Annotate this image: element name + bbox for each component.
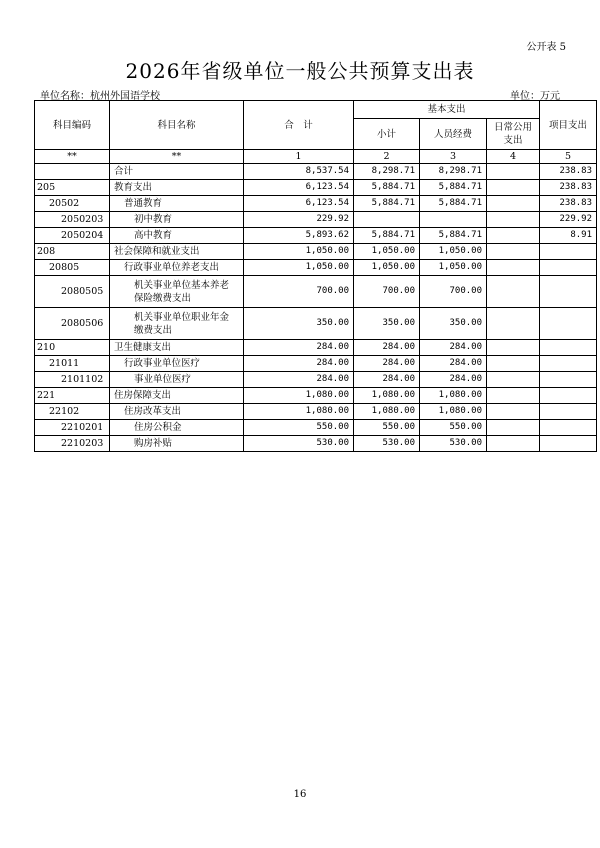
- subtotal-cell: 700.00: [354, 276, 420, 308]
- total-cell: 5,893.62: [244, 228, 354, 244]
- code-cell: 2210203: [35, 436, 110, 452]
- project-cell: 238.83: [540, 180, 597, 196]
- personnel-cell: 1,080.00: [420, 404, 487, 420]
- code-cell: 2080506: [35, 308, 110, 340]
- name-cell: 住房改革支出: [110, 404, 244, 420]
- total-cell: 1,080.00: [244, 404, 354, 420]
- code-cell: 2050203: [35, 212, 110, 228]
- project-cell: [540, 436, 597, 452]
- table-row: [35, 244, 597, 260]
- personnel-cell: 5,884.71: [420, 228, 487, 244]
- name-line1: 机关事业单位职业年金: [134, 311, 230, 323]
- subtotal-cell: 284.00: [354, 356, 420, 372]
- personnel-cell: 8,298.71: [420, 164, 487, 180]
- code-cell: 2210201: [35, 420, 110, 436]
- total-cell: 284.00: [244, 372, 354, 388]
- total-cell: 8,537.54: [244, 164, 354, 180]
- project-cell: [540, 372, 597, 388]
- code-cell: 2050204: [35, 228, 110, 244]
- public-cell: [487, 244, 540, 260]
- table-row: [35, 356, 597, 372]
- name-cell: 教育支出: [110, 180, 244, 196]
- personnel-cell: 1,050.00: [420, 244, 487, 260]
- header-public: [487, 119, 540, 150]
- name-cell: 社会保障和就业支出: [110, 244, 244, 260]
- subtotal-cell: 550.00: [354, 420, 420, 436]
- subtotal-cell: 530.00: [354, 436, 420, 452]
- public-cell: [487, 276, 540, 308]
- name-cell: 初中教育: [110, 212, 244, 228]
- name-cell: 事业单位医疗: [110, 372, 244, 388]
- public-cell: [487, 228, 540, 244]
- name-cell: 卫生健康支出: [110, 340, 244, 356]
- name-cell: 行政事业单位医疗: [110, 356, 244, 372]
- personnel-cell: 350.00: [420, 308, 487, 340]
- code-cell: 210: [35, 340, 110, 356]
- name-cell: [110, 276, 244, 308]
- index-row: [35, 150, 597, 164]
- personnel-cell: 5,884.71: [420, 180, 487, 196]
- header-public-line2: 支出: [503, 135, 523, 146]
- project-cell: [540, 356, 597, 372]
- total-cell: 700.00: [244, 276, 354, 308]
- project-cell: 238.83: [540, 196, 597, 212]
- total-cell: 6,123.54: [244, 196, 354, 212]
- personnel-cell: 284.00: [420, 340, 487, 356]
- public-cell: [487, 356, 540, 372]
- subtotal-cell: 5,884.71: [354, 196, 420, 212]
- header-total: 合 计: [244, 101, 354, 150]
- name-cell: 合计: [110, 164, 244, 180]
- name-line2: 保险缴费支出: [134, 292, 192, 304]
- public-cell: [487, 212, 540, 228]
- total-cell: 350.00: [244, 308, 354, 340]
- project-cell: 8.91: [540, 228, 597, 244]
- table-row: [35, 260, 597, 276]
- personnel-cell: 530.00: [420, 436, 487, 452]
- name-cell: 高中教育: [110, 228, 244, 244]
- name-cell: 普通教育: [110, 196, 244, 212]
- page-number: 16: [293, 789, 307, 800]
- project-cell: [540, 420, 597, 436]
- project-cell: [540, 388, 597, 404]
- personnel-cell: 1,080.00: [420, 388, 487, 404]
- table-row: [35, 340, 597, 356]
- public-cell: [487, 372, 540, 388]
- subtotal-cell: 350.00: [354, 308, 420, 340]
- name-cell: 购房补贴: [110, 436, 244, 452]
- code-cell: 2080505: [35, 276, 110, 308]
- name-line2: 缴费支出: [134, 324, 173, 336]
- project-cell: [540, 276, 597, 308]
- public-cell: [487, 436, 540, 452]
- table-row: [35, 228, 597, 244]
- public-cell: [487, 180, 540, 196]
- index-cell: **: [110, 150, 244, 164]
- table-row: [35, 372, 597, 388]
- table-row: [35, 420, 597, 436]
- public-cell: [487, 404, 540, 420]
- personnel-cell: 550.00: [420, 420, 487, 436]
- page-title: 2026年省级单位一般公共预算支出表: [125, 59, 475, 83]
- name-cell: 行政事业单位养老支出: [110, 260, 244, 276]
- total-cell: 550.00: [244, 420, 354, 436]
- public-cell: [487, 340, 540, 356]
- subtotal-cell: 5,884.71: [354, 228, 420, 244]
- code-cell: 20805: [35, 260, 110, 276]
- total-cell: 1,050.00: [244, 244, 354, 260]
- public-cell: [487, 196, 540, 212]
- code-cell: 205: [35, 180, 110, 196]
- project-cell: [540, 308, 597, 340]
- public-cell: [487, 420, 540, 436]
- code-cell: 2101102: [35, 372, 110, 388]
- total-cell: 284.00: [244, 340, 354, 356]
- header-personnel: 人员经费: [420, 119, 487, 150]
- public-cell: [487, 308, 540, 340]
- table-row: [35, 212, 597, 228]
- public-cell: [487, 388, 540, 404]
- header-subtotal: 小计: [354, 119, 420, 150]
- project-cell: 238.83: [540, 164, 597, 180]
- project-cell: [540, 404, 597, 420]
- table-row: [35, 388, 597, 404]
- personnel-cell: 1,050.00: [420, 260, 487, 276]
- subtotal-cell: 5,884.71: [354, 180, 420, 196]
- total-cell: 6,123.54: [244, 180, 354, 196]
- total-cell: 229.92: [244, 212, 354, 228]
- personnel-cell: 5,884.71: [420, 196, 487, 212]
- org-label: 单位名称：杭州外国语学校: [40, 91, 160, 102]
- index-cell: 1: [244, 150, 354, 164]
- project-cell: [540, 340, 597, 356]
- table-row: [35, 404, 597, 420]
- table-row: [35, 276, 597, 308]
- total-cell: 284.00: [244, 356, 354, 372]
- index-cell: 2: [354, 150, 420, 164]
- public-cell: [487, 260, 540, 276]
- page-tag: 公开表 5: [526, 42, 566, 53]
- name-cell: 住房公积金: [110, 420, 244, 436]
- header-basic: 基本支出: [354, 101, 540, 119]
- unit-label: 单位：万元: [510, 91, 560, 102]
- personnel-cell: 700.00: [420, 276, 487, 308]
- subtotal-cell: 1,080.00: [354, 388, 420, 404]
- table-row: [35, 180, 597, 196]
- subtotal-cell: [354, 212, 420, 228]
- personnel-cell: [420, 212, 487, 228]
- index-cell: **: [35, 150, 110, 164]
- header-code: 科目编码: [35, 101, 110, 150]
- subtotal-cell: 1,050.00: [354, 244, 420, 260]
- budget-table: [34, 100, 597, 452]
- table-row: [35, 164, 597, 180]
- index-cell: 4: [487, 150, 540, 164]
- table-row: [35, 308, 597, 340]
- header-public-line1: 日常公用: [493, 122, 532, 133]
- subtotal-cell: 284.00: [354, 340, 420, 356]
- subtotal-cell: 284.00: [354, 372, 420, 388]
- table-row: [35, 196, 597, 212]
- name-cell: [110, 308, 244, 340]
- table-row: [35, 436, 597, 452]
- public-cell: [487, 164, 540, 180]
- index-cell: 5: [540, 150, 597, 164]
- personnel-cell: 284.00: [420, 372, 487, 388]
- subtotal-cell: 1,050.00: [354, 260, 420, 276]
- code-cell: [35, 164, 110, 180]
- total-cell: 530.00: [244, 436, 354, 452]
- subtotal-cell: 1,080.00: [354, 404, 420, 420]
- name-cell: 住房保障支出: [110, 388, 244, 404]
- total-cell: 1,050.00: [244, 260, 354, 276]
- project-cell: [540, 260, 597, 276]
- code-cell: 22102: [35, 404, 110, 420]
- subtotal-cell: 8,298.71: [354, 164, 420, 180]
- code-cell: 20502: [35, 196, 110, 212]
- total-cell: 1,080.00: [244, 388, 354, 404]
- code-cell: 208: [35, 244, 110, 260]
- index-cell: 3: [420, 150, 487, 164]
- project-cell: [540, 244, 597, 260]
- header-name: 科目名称: [110, 101, 244, 150]
- project-cell: 229.92: [540, 212, 597, 228]
- name-line1: 机关事业单位基本养老: [134, 279, 230, 291]
- header-project: 项目支出: [540, 101, 597, 150]
- code-cell: 21011: [35, 356, 110, 372]
- code-cell: 221: [35, 388, 110, 404]
- personnel-cell: 284.00: [420, 356, 487, 372]
